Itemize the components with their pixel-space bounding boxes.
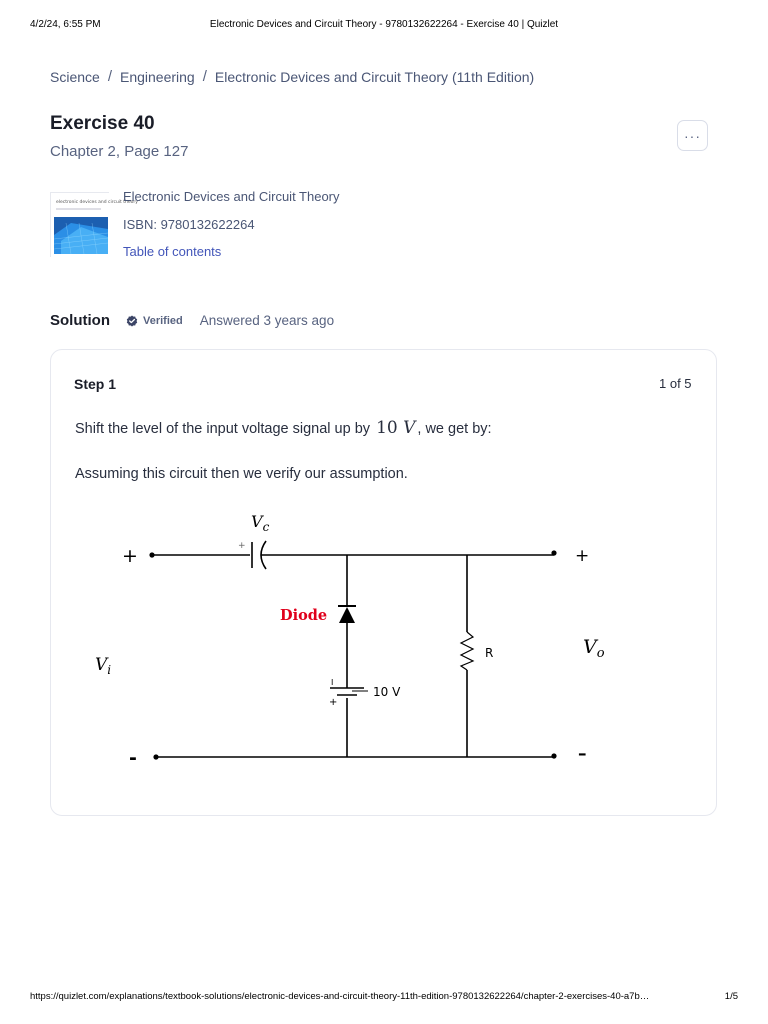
more-options-button[interactable] bbox=[677, 120, 708, 151]
solution-header bbox=[50, 312, 334, 329]
print-page-number: 1/5 bbox=[724, 991, 738, 1002]
vo-label: $V_o$ bbox=[583, 636, 605, 661]
breadcrumb-engineering[interactable]: Engineering bbox=[119, 68, 195, 85]
capacitor-plus-label: + bbox=[238, 541, 246, 551]
left-minus-label: - bbox=[129, 747, 137, 769]
diode-label: Diode bbox=[280, 607, 328, 624]
answered-timestamp: Answered 3 years ago bbox=[199, 313, 335, 328]
book-cover[interactable] bbox=[50, 192, 138, 257]
solution-label: Solution bbox=[50, 312, 110, 329]
breadcrumb-textbook[interactable]: Electronic Devices and Circuit Theory (11th Edition) bbox=[214, 68, 535, 85]
left-plus-label: + bbox=[122, 545, 138, 567]
resistor-label: R bbox=[485, 646, 494, 660]
verified-label: Verified bbox=[143, 314, 183, 327]
table-of-contents-link[interactable]: Table of contents bbox=[123, 244, 222, 259]
math-value: 10 bbox=[376, 418, 398, 438]
terminal-top-right bbox=[551, 550, 556, 555]
print-title: Electronic Devices and Circuit Theory - 9780132622264 - Exercise 40 | Quizlet bbox=[209, 19, 559, 30]
vc-label: $V_c$ bbox=[251, 512, 270, 534]
breadcrumb-separator: / bbox=[107, 68, 112, 85]
math-expression bbox=[376, 418, 415, 438]
book-cover-text: electronic devices and circuit theory bbox=[56, 200, 138, 205]
book-title-link[interactable]: Electronic Devices and Circuit Theory bbox=[123, 189, 340, 204]
book-isbn: ISBN: 9780132622264 bbox=[123, 217, 255, 232]
clamper-circuit-diagram bbox=[90, 505, 630, 785]
print-footer bbox=[30, 991, 738, 1005]
print-date: 4/2/24, 6:55 PM bbox=[30, 19, 101, 30]
right-plus-label: + bbox=[575, 546, 590, 566]
page-title: Exercise 40 bbox=[50, 113, 155, 134]
battery-plus-label: + bbox=[329, 697, 338, 708]
print-url: https://quizlet.com/explanations/textbook-solutions/electronic-devices-and-circuit-theory-11th-edition-9780132622264/chapter-2-exercises-40-a7b… bbox=[30, 991, 650, 1002]
terminal-bottom-left bbox=[153, 754, 158, 759]
step-counter: 1 of 5 bbox=[659, 376, 692, 391]
step-paragraph-1 bbox=[75, 418, 492, 438]
terminal-bottom-right bbox=[551, 753, 556, 758]
resistor-zigzag bbox=[461, 632, 473, 670]
verified-badge-icon bbox=[126, 315, 138, 327]
step-text-before: Shift the level of the input voltage signal up by bbox=[75, 421, 375, 437]
math-unit: V bbox=[403, 418, 416, 438]
step-text-after: , we get by: bbox=[417, 421, 492, 437]
more-options-icon: ··· bbox=[684, 127, 701, 144]
right-minus-label: – bbox=[578, 744, 587, 764]
vi-label: $V_i$ bbox=[95, 655, 112, 677]
breadcrumb-science[interactable]: Science bbox=[50, 68, 100, 85]
diode-symbol bbox=[339, 607, 355, 623]
step-paragraph-2: Assuming this circuit then we verify our assumption. bbox=[75, 466, 408, 482]
print-header bbox=[30, 19, 738, 33]
breadcrumb bbox=[50, 68, 534, 85]
page-subtitle: Chapter 2, Page 127 bbox=[50, 143, 189, 160]
terminal-top-left bbox=[149, 552, 154, 557]
step-title: Step 1 bbox=[74, 376, 117, 392]
book-cover-image bbox=[51, 193, 138, 258]
battery-minus-label: I bbox=[331, 678, 334, 687]
battery-voltage-label: 10 V bbox=[373, 685, 401, 699]
breadcrumb-separator: / bbox=[202, 68, 207, 85]
